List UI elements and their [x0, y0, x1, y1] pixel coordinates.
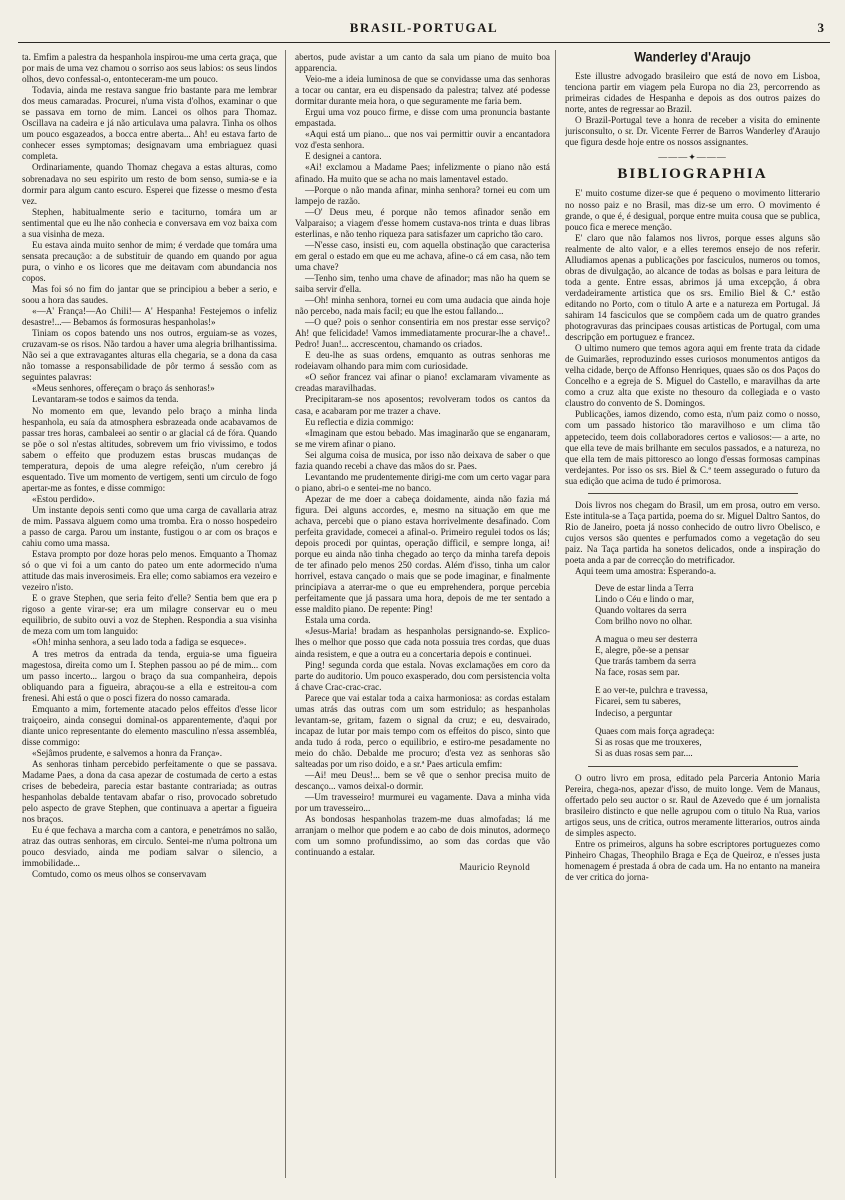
paragraph: Levantaram-se todos e saimos da tenda. — [32, 394, 179, 405]
paragraph: Ordinariamente, quando Thomaz chegava a estas alturas, como sobrenadava no seu espirito um resto de bom senso, sumia-se e ia dormir para algum canto escuro. Esperei que fizesse o mesmo d'esta vez. — [22, 162, 277, 206]
poem-line: Si as rosas que me trouxeres, — [595, 736, 702, 747]
books-review-continued — [565, 773, 820, 883]
bibliographia-heading: BIBLIOGRAPHIA — [617, 166, 768, 183]
paragraph: «Estou perdido». — [32, 493, 95, 504]
paragraph: —Ai! meu Deus!... bem se vê que o senhor precisa muito de descanço... vamos deixal-o dormir. — [295, 770, 550, 792]
paragraph: As bondosas hespanholas trazem-me duas almofadas; lá me arranjam o melhor que podem e ao cabo de dois minutos, adormeço com um somno profundissimo, ao som das cordas que vão continuando a estalar. — [295, 814, 550, 858]
paragraph: Eu estava ainda muito senhor de mim; é verdade que tomára uma sensata precaução: a de substituir de quando em quando por agua pura, o vinho e os licores que me deitavam com abundancia nos copos. — [22, 239, 277, 283]
paragraph: No momento em que, levando pelo braço a minha linda hespanhola, eu saía da atmosphera esbrazeada onde acabavamos de passar tres horas, cambaleei ao sentir o ar glacial cá de fóra. Quando se põe o sol n'estas altitudes, sobrevem um frio vivissimo, e todos sabem o effeito que produzem estas bruscas mudanças de temperatura, depois de uma alegre refeição, n'um cerebro já esquentado. Tive um momento de vertigem, senti um circulo de fogo apertar-me as fontes, e disse commigo: — [22, 405, 277, 493]
paragraph: O Brazil-Portugal teve a honra de receber a visita do eminente jurisconsulto, o sr. Dr. Vicente Ferrer de Barros Wanderley d'Araujo que figura desde hoje entre os nossos assignantes. — [565, 115, 820, 148]
ornament-divider: ―――✦――― — [658, 152, 727, 163]
paragraph: O ultimo numero que temos agora aqui em frente trata da cidade de Guimarães, reproduzindo esses curiosos monumentos antigos da velha cidade, berço de Affonso Henriques, quaes são os dos Paços do Concelho e a egreja de S. Miguel do Castello, e maravilhas da arte como a cruz alta que existe no thesouro da collegiada e o vasto claustro do convento de S. Domingos. — [565, 343, 820, 409]
paragraph: Emquanto a mim, fortemente atacado pelos effeitos d'esse licor traiçoeiro, ainda consegui dominal-os apparentemente, d'aqui por diante unico representante do elemento masculino n'essa assembléa, disse commigo: — [22, 703, 277, 747]
page-header — [18, 18, 830, 40]
poem-stanza — [595, 726, 820, 759]
paragraph: Eu é que fechava a marcha com a cantora, e penetrámos no salão, atraz das outras senhoras, em circulo. Sentei-me n'uma poltrona um pouco desviado, ainda me podiam salvar o silencio, a immobilidade... — [22, 825, 277, 869]
paragraph: Mas foi só no fim do jantar que se principiou a beber a serio, e soou a hora das saudes. — [22, 283, 277, 306]
poem-line: Indeciso, a perguntar — [595, 707, 673, 718]
bibliographia-article — [565, 188, 820, 486]
masthead: BRASIL-PORTUGAL — [349, 20, 499, 35]
paragraph: Comtudo, como os meus olhos se conservavam — [32, 869, 207, 880]
section-rule — [588, 493, 798, 494]
paragraph: —Porque o não manda afinar, minha senhora? tornei eu com um lampejo de razão. — [295, 184, 550, 206]
poem-line: Quando voltares da serra — [595, 605, 687, 616]
poem-line: E ao ver-te, pulchra e travessa, — [595, 685, 708, 696]
paragraph: «Jesus-Maria! bradam as hespanholas persignando-se. Explico-lhes o melhor que posso que cada nota possuia tres cordas, que duas ainda resistem, e que a outra eu a concertaria depois e continuei. — [295, 626, 550, 659]
books-review-intro — [565, 500, 820, 577]
paragraph: Stephen, habitualmente serio e taciturno, tomára um ar sentimental que eu lhe não conhecia e conversava em voz baixa com a sua visinha de meza. — [22, 206, 277, 239]
paragraph: ta. Emfim a palestra da hespanhola inspirou-me uma certa graça, que por mais de uma vez chamou o sorriso aos seus labios: os seus lindos olhos, devo confessal-o, entonteceram-me um pouco. — [22, 52, 277, 85]
paragraph: E' muito costume dizer-se que é pequeno o movimento litterario no nosso paiz e no Brasil, mas diz-se um erro. O movimento é grande, o que é, é desigual, porque entre muita cousa que se publica, pouco fica e merece menção. — [565, 188, 820, 232]
paragraph: «—A' França!—Ao Chili!— A' Hespanha! Festejemos o infeliz desastre!...— Bebamos ás formosuras hespanholas!» — [22, 306, 277, 328]
poem-line: Que trarás tambem da serra — [595, 656, 697, 667]
poem-line: Quaes com mais força agradeça: — [595, 725, 715, 736]
poem-line: Com brilho novo no olhar. — [595, 616, 693, 627]
paragraph: E o grave Stephen, que seria feito d'elle? Sentia bem que era p rigoso a gente virar-se; era um milagre conservar eu o meu equilibrio, de subito ouvi a voz de Stephen. Respondia a sua visinha de meza com um tom languido: — [22, 593, 277, 637]
paragraph: E' claro que não falamos nos livros, porque esses alguns são realmente de alto valor, e a elles teremos ensejo de nos referir. Alludiamos apenas a publicações por fasciculos, numeros ou tomos, obras de divulgação, ao alcance de todas as bolsas e para leitura de toda a gente. Entre essas, abrimos já uma excepção, á obra verdadeiramente artistica que os srs. Emilio Biel & C.ª estão editando no Porto, com o titulo A arte e a natureza em Portugal. Já sahiram 14 fasciculos que se compõem cada um de quatro grandes photogravuras das principaes cousas artisticas de Portugal, com uma descripção em portuguez e francez. — [565, 232, 820, 343]
paragraph: «O señor francez vai afinar o piano! exclamaram vivamente as creadas maravilhadas. — [295, 372, 550, 394]
header-rule — [18, 42, 830, 43]
poem-line: Ficarei, sem tu saberes, — [595, 696, 681, 707]
paragraph: Sei alguma coisa de musica, por isso não deixava de saber o que fazia quando recebi a chave das mãos do sr. Paes. — [295, 449, 550, 471]
paragraph: Estala uma corda. — [305, 615, 371, 626]
poem — [595, 583, 820, 759]
paragraph: Apezar de me doer a cabeça doidamente, ainda não fazia má figura. Dei alguns accordes, e, mesmo na situação em que me achava, percebi que o piano estava horrivelmente desafinado. Com perfeita gravidade, comecei a afinal-o. Primeiro regulei todos os lás; depois procedi por quintas, operação difficil, e sempre longa, ai! porque eu ainda não tinha chegado ao terço da minha tarefa depois de ter afinado pelo menos 250 cordas. Além d'isso, tinha um calor horrivel, estava cançado o mais que se pode imaginar, e finalmente principiava a aterrar-me o que eu emprehendera, porque percebia perfeitamente que já passara uma hora, depois de me ter sentado a esse maldito piano. De repente: Ping! — [295, 493, 550, 615]
poem-stanza — [595, 583, 820, 627]
paragraph: Levantando me prudentemente dirigi-me com um certo vagar para o piano, abri-o e sentei-me no banco. — [295, 471, 550, 493]
paragraph: —O' Deus meu, é porque não temos afinador senão em Valparaiso; a viagem d'esse homem custava-nos trinta e duas libras esterlinas, e não tenho riqueza para satisfazer um capricho tão caro. — [295, 206, 550, 239]
wanderley-heading: Wanderley d'Araujo — [634, 52, 751, 65]
paragraph: —N'esse caso, insisti eu, com aquella obstinação que caracterisa em geral o estado em que eu me achava, afine-o cá em casa, não tem uma chave? — [295, 239, 550, 272]
paragraph: abertos, pude avistar a um canto da sala um piano de muito boa apparencia. — [295, 52, 550, 74]
paragraph: —Oh! minha senhora, tornei eu com uma audacia que ainda hoje não percebo, nada mais facil; eu que lhe estou fallando... — [295, 295, 550, 317]
poem-line: E, alegre, põe-se a pensar — [595, 645, 689, 656]
poem-line: Si as duas rosas sem par.... — [595, 747, 693, 758]
paragraph: —Um travesseiro! murmurei eu vagamente. Dava a minha vida por um travesseiro... — [295, 792, 550, 814]
paragraph: O outro livro em prosa, editado pela Parceria Antonio Maria Pereira, chega-nos, apezar d'isso, de muito longe. Vem de Manaus, offertado pelo seu auctor o sr. Raul de Azevedo que é um jornalista brasileiro distincto e que nelle agrupou com o titulo Na Rua, varios artigos seus, uns de critica, outros meramente litterarios, outros ainda de simples aspecto. — [565, 772, 820, 838]
paragraph: «Aqui está um piano... que nos vai permittir ouvir a encantadora voz d'esta senhora. — [295, 129, 550, 151]
story-body — [295, 52, 550, 858]
paragraph: Veio-me a ideia luminosa de que se convidasse uma das senhoras a tocar ou cantar, era eu dispensado da palestra; talvez até podesse dormitar durante meia hora, o que seguramente me faria bem. — [295, 74, 550, 107]
paragraph: «Oh! minha senhora, a seu lado toda a fadiga se esquece». — [32, 637, 247, 648]
column-left — [22, 52, 277, 1177]
poem-line: Na face, rosas sem par. — [595, 667, 680, 678]
paragraph: Precipitaram-se nos aposentos; revolveram todos os cantos da casa, e acabaram por me trazer a chave. — [295, 394, 550, 416]
column-divider — [285, 50, 286, 1178]
paragraph: «Meus senhores, offereçam o braço ás senhoras!» — [32, 383, 215, 394]
paragraph: «Ai! exclamou a Madame Paes; infelizmente o piano não está afinado. Ha muito que se acha no mais lamentavel estado. — [295, 162, 550, 184]
paragraph: A tres metros da entrada da tenda, erguia-se uma figueira magestosa, direita como um I. Stephen passou ao pé de mim... com um passo incerto... largou o braço da sua companheira, depois obliquando para a figueira, abraçou-se a ella e estreitou-a com frenesi. Ahi está o que o posci fizera do nosso camarada. — [22, 648, 277, 703]
paragraph: Entre os primeiros, alguns ha sobre escriptores portuguezes como Pinheiro Chagas, Theophilo Braga e Eça de Queiroz, e n'esses justa homenagem é prestada á obra de cada um. Ha no entanto na maneira de ver critica do jorna- — [565, 839, 820, 883]
wanderley-article — [565, 71, 820, 148]
paragraph: «Sejâmos prudente, e salvemos a honra da França». — [32, 747, 223, 758]
paragraph: Este illustre advogado brasileiro que está de novo em Lisboa, tenciona partir em viagem pela Europa no dia 23, percorrendo as primeiras cidades de Hespanha e depois as dos outros paizes do norte, antes de regressar ao Brazil. — [565, 71, 820, 115]
paragraph: E deu-lhe as suas ordens, emquanto as outras senhoras me rodeiavam olhando para mim com curiosidade. — [295, 350, 550, 372]
paragraph: E designei a cantora. — [305, 151, 382, 162]
paragraph: Eu reflectia e dizia commigo: — [305, 416, 414, 427]
paragraph: Ergui uma voz pouco firme, e disse com uma pronuncia bastante empastada. — [295, 107, 550, 129]
paragraph: —O que? pois o senhor consentiria em nos prestar esse serviço? Ah! que felicidade! Vamos immediatamente procurar-lhe a chave!.. Pedro! Juan!... accrescentou, chamando os criados. — [295, 317, 550, 350]
poem-line: Lindo o Céu e lindo o mar, — [595, 594, 694, 605]
author-signature: Mauricio Reynold — [459, 862, 530, 873]
page-number: 3 — [817, 20, 824, 35]
column-divider — [555, 50, 556, 1178]
paragraph: Tiniam os copos batendo uns nos outros, erguiam-se as vozes, cruzavam-se os risos. Não tardou a haver uma alegria brilhantissima. Não sei a que extravagantes alturas ella chegaria, se a dona da casa não tomasse a responsabilidade de pôr termo á sessão com as seguintes palavras: — [22, 328, 277, 383]
column-middle — [295, 52, 550, 1177]
paragraph: Ping! segunda corda que estala. Novas exclamações em coro da parte do auditorio. Um pouco exasperado, dou com persistencia volta á chave Crac-crac-crac. — [295, 659, 550, 692]
paragraph: —Tenho sim, tenho uma chave de afinador; mas não ha quem se saiba servir d'ella. — [295, 272, 550, 294]
paragraph: Dois livros nos chegam do Brasil, um em prosa, outro em verso. Este intitula-se a Taça partida, poema do sr. Miguel Daltro Santos, do Rio de Janeiro, poeta já nosso conhecido de outro livro Obelisco, e cujos versos são quentes e perfumados como a vegetação do seu paiz. Na Taça partida ha sonetos delicados, onde a inspiração do poeta anda a par de correcção do metrificador. — [565, 499, 820, 565]
paragraph: Publicações, iamos dizendo, como esta, n'um paiz como o nosso, com um passado historico tão maravilhoso e um clima tão appetecido, teem dois collaboradores certos e valiosos:— a arte, no que ella teve de mais brilhante em seculos passados, e a natureza, no que ella tem de mais pittoresco ao longo d'essas formosas campinas verdejantes. Por isso os srs. Biel & C.ª teem assegurado o futuro da sua edição que acima de tudo é primorosa. — [565, 409, 820, 486]
paragraph: Todavia, ainda me restava sangue frio bastante para me lembrar dos meus camaradas. Procurei, n'uma vista d'olhos, examinar o que se passava em torno de mim. Lancei os olhos para Thomaz. Oscillava na cadeira e já não articulava uma palavra. Tinha os olhos um pouco esgazeados, a bocca entre aberta... Ah! eu estava farto de conhecer esses symptomas; designavam uma embriaguez quasi completa. — [22, 85, 277, 162]
poem-line: A magua o meu ser desterra — [595, 634, 698, 645]
poem-stanza — [595, 685, 820, 718]
section-rule — [588, 766, 798, 767]
poem-stanza — [595, 634, 820, 678]
column-right — [565, 52, 820, 1177]
poem-line: Deve de estar linda a Terra — [595, 583, 694, 594]
paragraph: Parece que vai estalar toda a caixa harmoniosa: as cordas estalam umas atrás das outras com um som estridulo; as hespanholas levantam-se, gritam, fazem o signal da cruz; e eu, desvairado, incapaz de lutar por mais tempo com os effeitos do pisco, sinto que anda tudo á roda, perco o equilibrio, e estiro-me pesadamente no meio do chão. Debalde me procuro; d'esta vez as senhoras são salteadas por um riso doido, e a sr.ª Paes articula emfim: — [295, 692, 550, 769]
paragraph: Aqui teem uma amostra: Esperando-a. — [575, 566, 717, 577]
paragraph: «Imaginam que estou bebado. Mas imaginarão que se enganaram, se me virem afinar o piano. — [295, 427, 550, 449]
paragraph: Um instante depois senti como que uma carga de cavallaria atraz de mim. Passava alguem como uma tromba. Era o nosso hospedeiro a passo de carga. Parou um instante, fustigou o ar com os braços e cahiu como uma massa. — [22, 504, 277, 549]
paragraph: Estava prompto por doze horas pelo menos. Emquanto a Thomaz só o que vi foi a um canto do pateo um ente adormecido n'uma attitude das mais inverosimeis. Era elle; como sabiamos era vezeiro e vezeiro n'isto. — [22, 549, 277, 593]
paragraph: As senhoras tinham percebido perfeitamente o que se passava. Madame Paes, a dona da casa apezar de costumada de certo a estas crises de bebedeira, parecia estar bastante contrariada; as outras hespanholas debalde tentavam abafar o riso, provocado sobretudo pelo aspecto de grave Stephen, que continuava a apertar a figueira nos braços. — [22, 759, 277, 825]
